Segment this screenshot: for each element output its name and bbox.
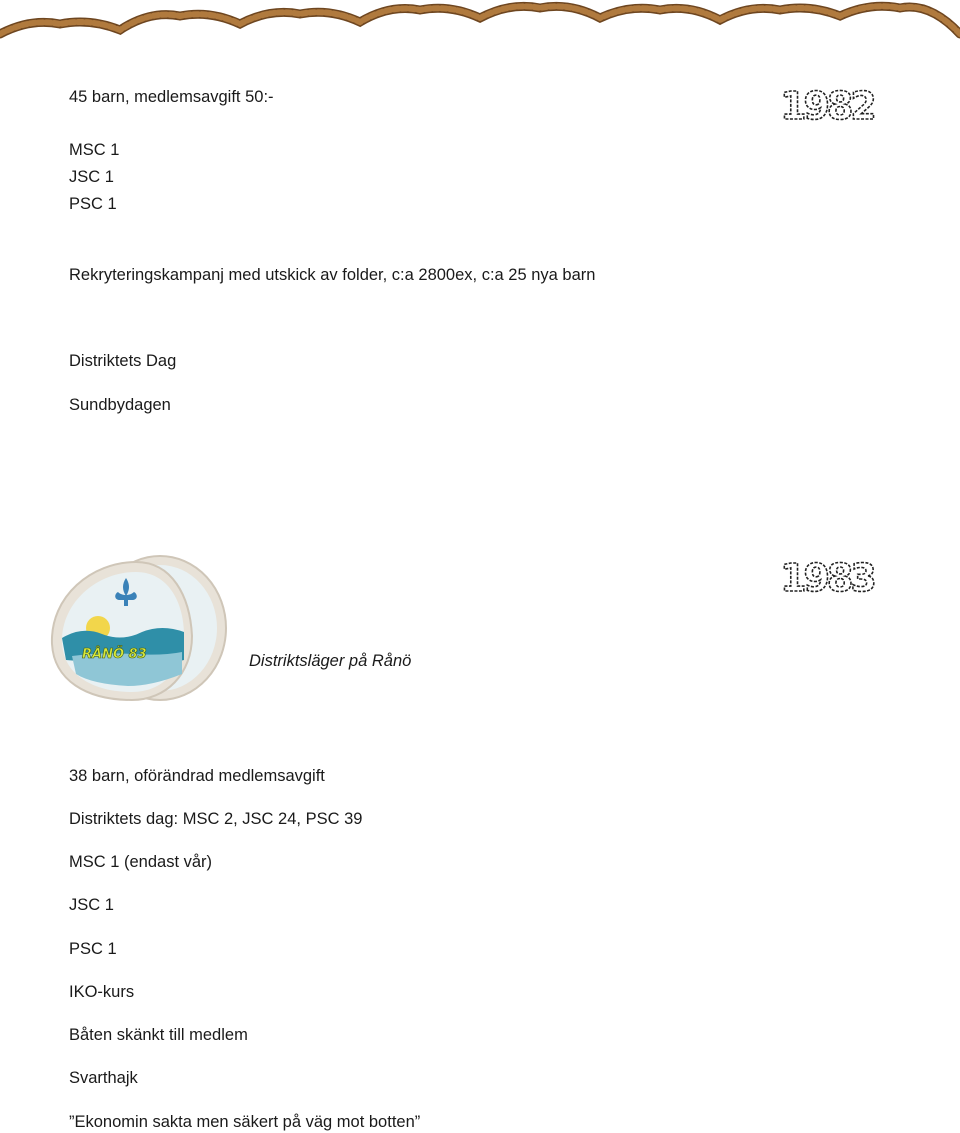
text-line: Sundbydagen: [69, 396, 171, 414]
text-line: 45 barn, medlemsavgift 50:-: [69, 88, 274, 106]
text-line: JSC 1: [69, 168, 114, 186]
svg-text:RÅNÖ 83: RÅNÖ 83: [82, 647, 147, 662]
text-line: Rekryteringskampanj med utskick av folder, c:a 2800ex, c:a 25 nya barn: [69, 266, 596, 284]
text-line: Svarthajk: [69, 1069, 138, 1087]
text-line: Båten skänkt till medlem: [69, 1026, 248, 1044]
text-line: Distriktets dag: MSC 2, JSC 24, PSC 39: [69, 810, 363, 828]
svg-text:1983: 1983: [780, 556, 874, 600]
rano-camp-badge-icon: [42, 556, 224, 706]
text-line: MSC 1 (endast vår): [69, 853, 213, 871]
year-1982-heading: [778, 84, 874, 128]
text-line: MSC 1: [69, 141, 120, 159]
text-line: ”Ekonomin sakta men säkert på väg mot botten”: [69, 1113, 421, 1131]
rope-border-icon: [0, 0, 960, 44]
svg-text:1982: 1982: [780, 84, 874, 128]
text-line: 38 barn, oförändrad medlemsavgift: [69, 767, 325, 785]
text-line: PSC 1: [69, 195, 117, 213]
text-line: IKO-kurs: [69, 983, 135, 1001]
text-line: JSC 1: [69, 896, 114, 914]
camp-caption: Distriktsläger på Rånö: [249, 652, 412, 670]
year-1983-heading: [778, 556, 874, 600]
text-line: PSC 1: [69, 940, 117, 958]
text-line: Distriktets Dag: [69, 352, 177, 370]
